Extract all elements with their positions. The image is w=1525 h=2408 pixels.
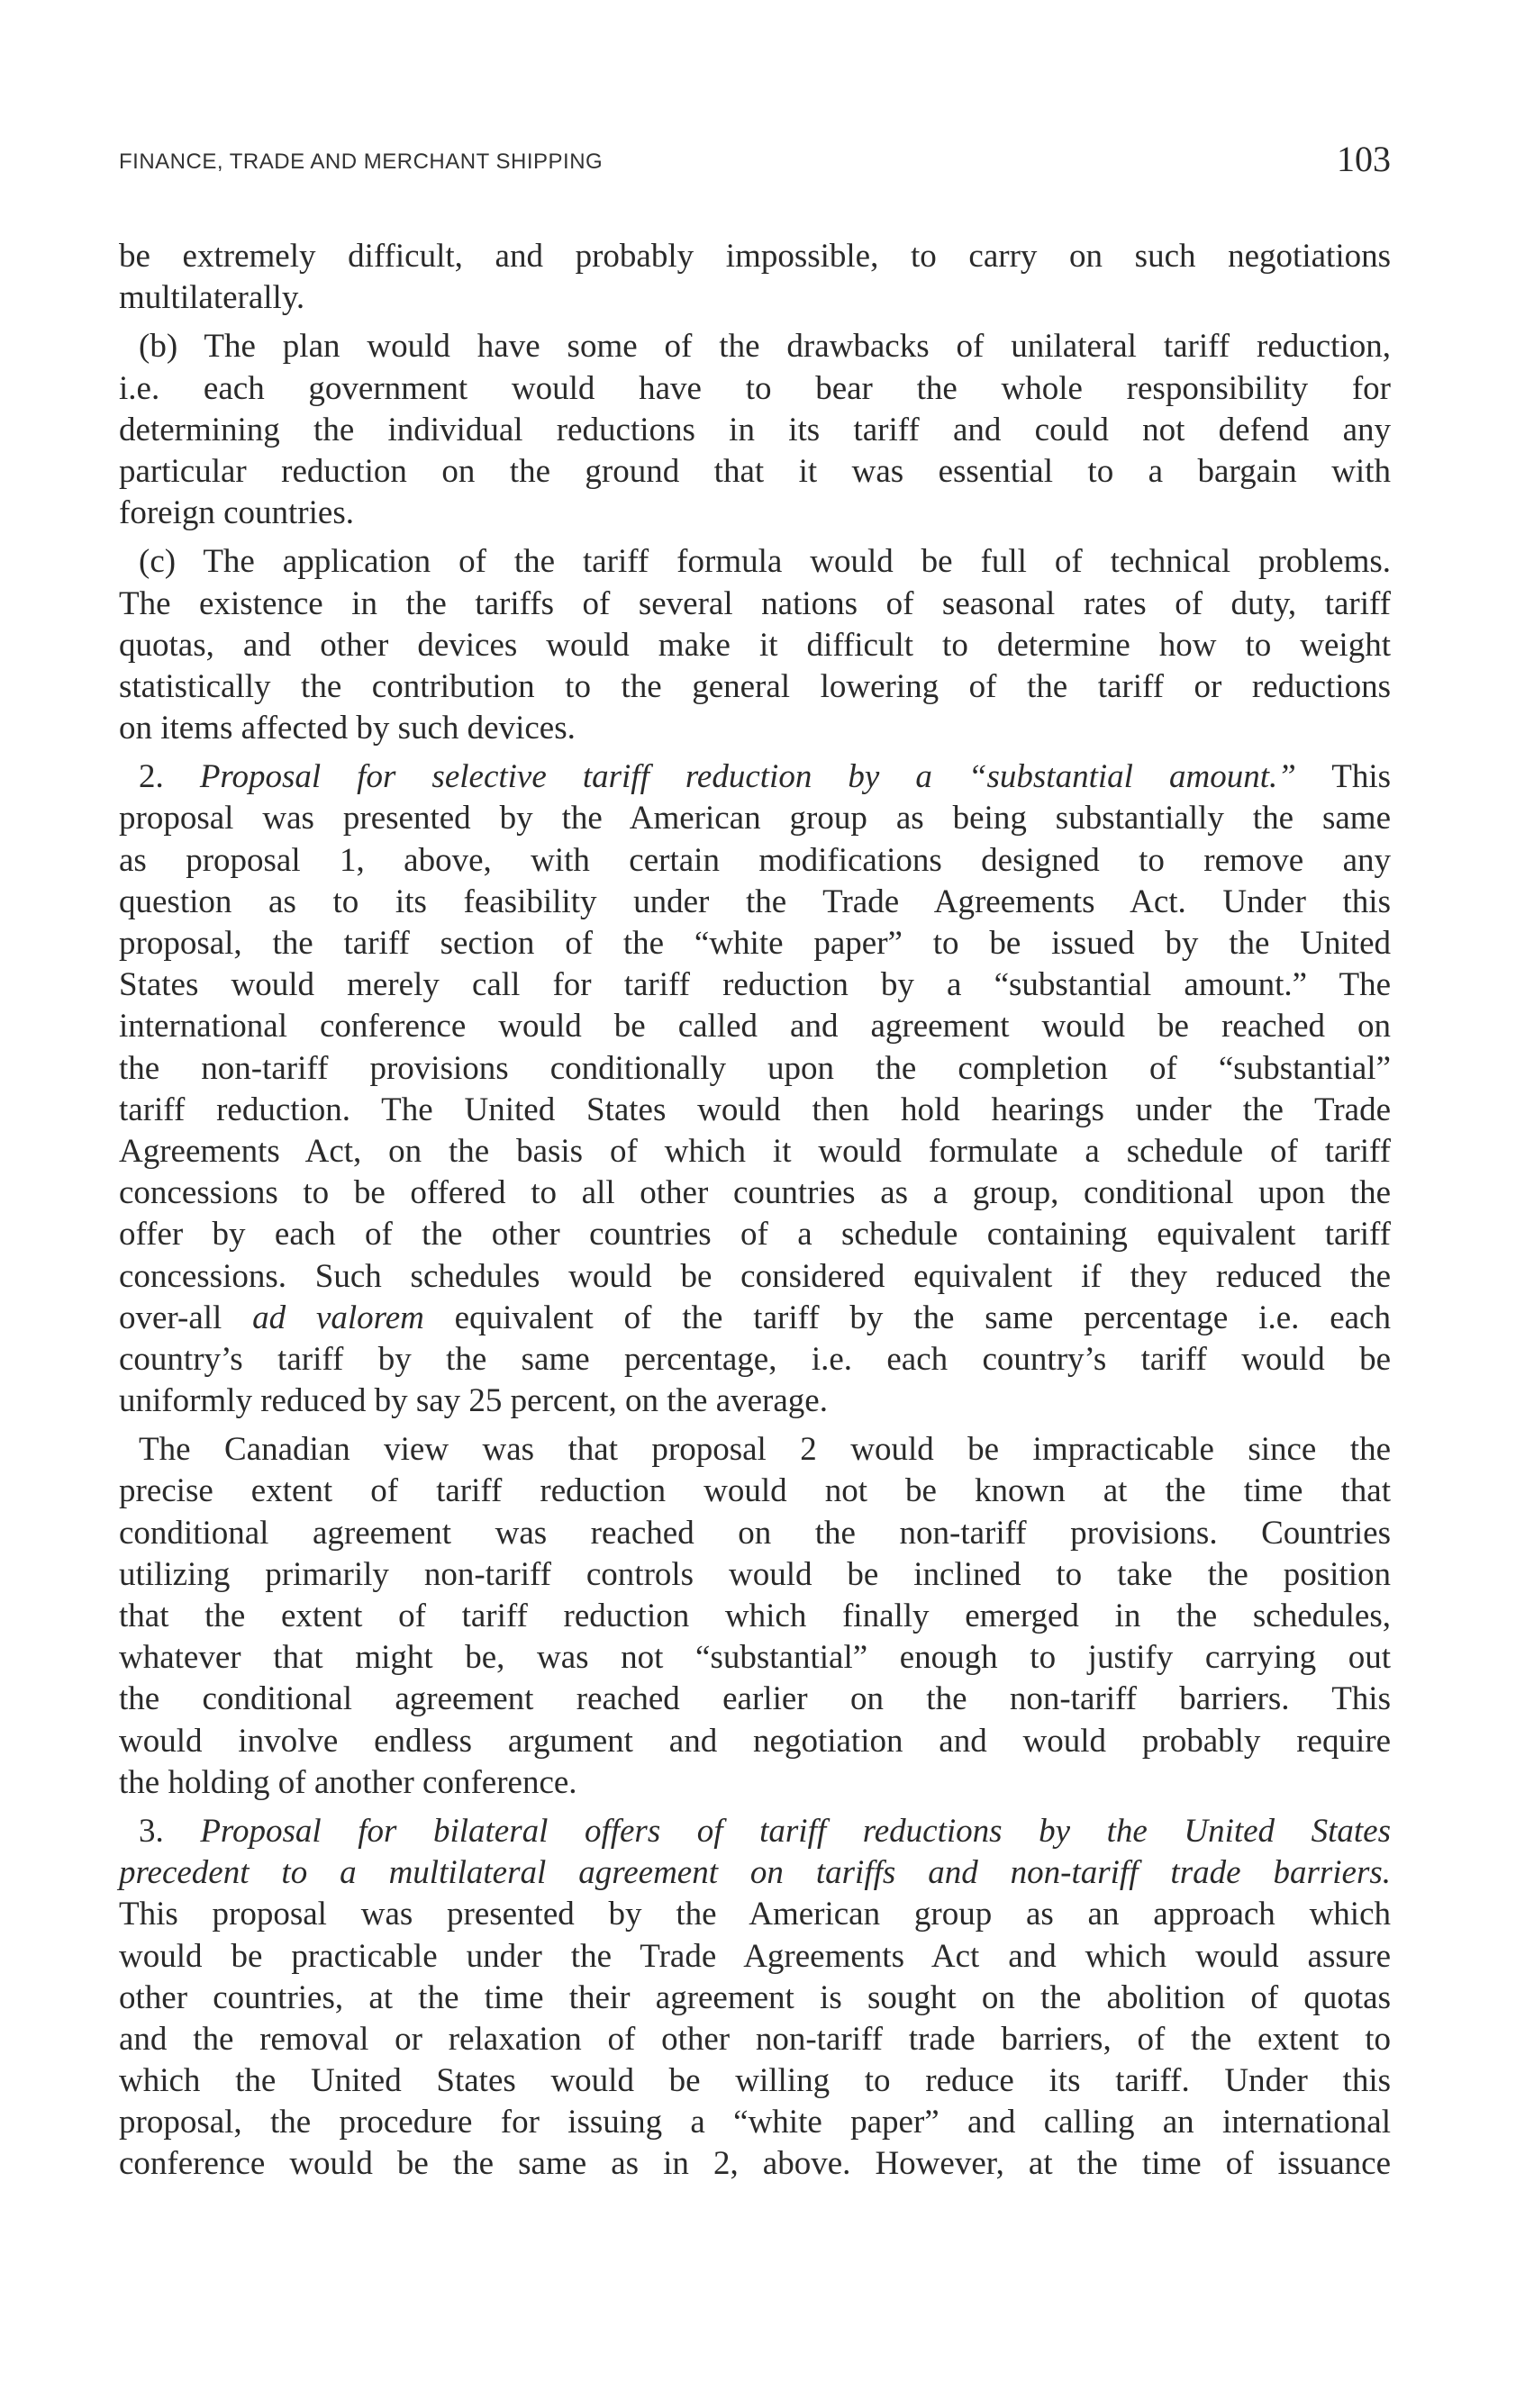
text-line <box>119 756 1391 798</box>
text-line: The Canadian view was that proposal 2 would be impracticable since the <box>139 1431 1391 1469</box>
text-segment: This <box>1295 758 1391 796</box>
paragraph <box>119 1429 1391 1804</box>
text-line: proposal was presented by the American group as being substantially the same <box>119 800 1391 837</box>
text-segment: 2. <box>139 758 200 796</box>
text-line: proposal, the tariff section of the “white paper” to be issued by the United <box>119 925 1391 962</box>
text-line: would be practicable under the Trade Agreements Act and which would assure <box>119 1937 1391 1975</box>
body-text <box>119 236 1391 2193</box>
text-line: the conditional agreement reached earlier on the non-tariff barriers. This <box>119 1680 1391 1718</box>
text-line: i.e. each government would have to bear the whole responsibility for <box>119 369 1391 407</box>
text-line: conference would be the same as in 2, above. However, at the time of issuance <box>119 2145 1391 2183</box>
text-line: as proposal 1, above, with certain modifications designed to remove any <box>119 841 1391 879</box>
text-line: This proposal was presented by the American group as an approach which <box>119 1896 1391 1933</box>
italic-text: precedent to a multilateral agreement on tariffs and non-tariff trade barriers. <box>119 1854 1391 1892</box>
text-line: offer by each of the other countries of a schedule containing equivalent tariff <box>119 1216 1391 1254</box>
text-segment: 3. <box>139 1812 201 1850</box>
running-head: FINANCE, TRADE AND MERCHANT SHIPPING <box>119 149 604 174</box>
text-line: concessions to be offered to all other countries as a group, conditional upon the <box>119 1174 1391 1212</box>
text-line <box>119 1852 1391 1894</box>
text-line: would involve endless argument and negotiation and would probably require <box>119 1722 1391 1760</box>
text-line: determining the individual reductions in its tariff and could not defend any <box>119 411 1391 448</box>
text-line: conditional agreement was reached on the non-tariff provisions. Countries <box>119 1514 1391 1552</box>
text-segment: equivalent of the tariff by the same percentage i.e. each <box>423 1299 1391 1336</box>
text-line: precise extent of tariff reduction would not be known at the time that <box>119 1472 1391 1510</box>
text-line: country’s tariff by the same percentage, i.e. each country’s tariff would be <box>119 1340 1391 1378</box>
text-line: The existence in the tariffs of several nations of seasonal rates of duty, tariff <box>119 584 1391 622</box>
italic-text: Proposal for selective tariff reduction by a “substantial amount.” <box>199 758 1296 796</box>
page-number: 103 <box>1337 139 1391 179</box>
text-line: whatever that might be, was not “substantial” enough to justify carrying out <box>119 1639 1391 1677</box>
italic-text: ad valorem <box>252 1299 424 1336</box>
text-line: foreign countries. <box>119 494 354 532</box>
text-line: quotas, and other devices would make it difficult to determine how to weight <box>119 626 1391 664</box>
text-line: proposal, the procedure for issuing a “white paper” and calling an international <box>119 2104 1391 2141</box>
text-line: concessions. Such schedules would be considered equivalent if they reduced the <box>119 1257 1391 1295</box>
text-line: multilaterally. <box>119 279 305 317</box>
text-line: (c) The application of the tariff formula would be full of technical problems. <box>139 543 1391 581</box>
text-line: Agreements Act, on the basis of which it would formulate a schedule of tariff <box>119 1132 1391 1170</box>
text-line: be extremely difficult, and probably impossible, to carry on such negotiations <box>119 238 1391 275</box>
italic-text: Proposal for bilateral offers of tariff reductions by the United States <box>200 1812 1392 1850</box>
text-line: question as to its feasibility under the Trade Agreements Act. Under this <box>119 883 1391 920</box>
text-segment: over-all <box>119 1299 253 1336</box>
text-line: tariff reduction. The United States would then hold hearings under the Trade <box>119 1091 1391 1128</box>
text-line: the holding of another conference. <box>119 1763 577 1801</box>
paragraph <box>119 236 1391 319</box>
text-line: the non-tariff provisions conditionally upon the completion of “substantial” <box>119 1049 1391 1087</box>
text-line: States would merely call for tariff reduction by a “substantial amount.” The <box>119 966 1391 1004</box>
text-line: statistically the contribution to the general lowering of the tariff or reductions <box>119 667 1391 705</box>
text-line: (b) The plan would have some of the drawbacks of unilateral tariff reduction, <box>139 328 1391 366</box>
text-line: which the United States would be willing to reduce its tariff. Under this <box>119 2062 1391 2100</box>
text-line: international conference would be called and agreement would be reached on <box>119 1008 1391 1046</box>
paragraph <box>119 1811 1391 2186</box>
text-line: that the extent of tariff reduction which finally emerged in the schedules, <box>119 1598 1391 1634</box>
text-line: other countries, at the time their agreement is sought on the abolition of quotas <box>119 1978 1391 2016</box>
text-line: and the removal or relaxation of other non-tariff trade barriers, of the extent to <box>119 2020 1391 2058</box>
text-line: particular reduction on the ground that it was essential to a bargain with <box>119 452 1391 490</box>
text-line: on items affected by such devices. <box>119 710 576 747</box>
page-header <box>119 135 1391 180</box>
paragraph <box>119 326 1391 534</box>
text-line <box>119 1811 1391 1852</box>
text-line: uniformly reduced by say 25 percent, on the average. <box>119 1382 828 1420</box>
paragraph <box>119 756 1391 1422</box>
paragraph <box>119 541 1391 749</box>
text-line <box>119 1298 1391 1339</box>
text-line: utilizing primarily non-tariff controls would be inclined to take the position <box>119 1555 1391 1593</box>
